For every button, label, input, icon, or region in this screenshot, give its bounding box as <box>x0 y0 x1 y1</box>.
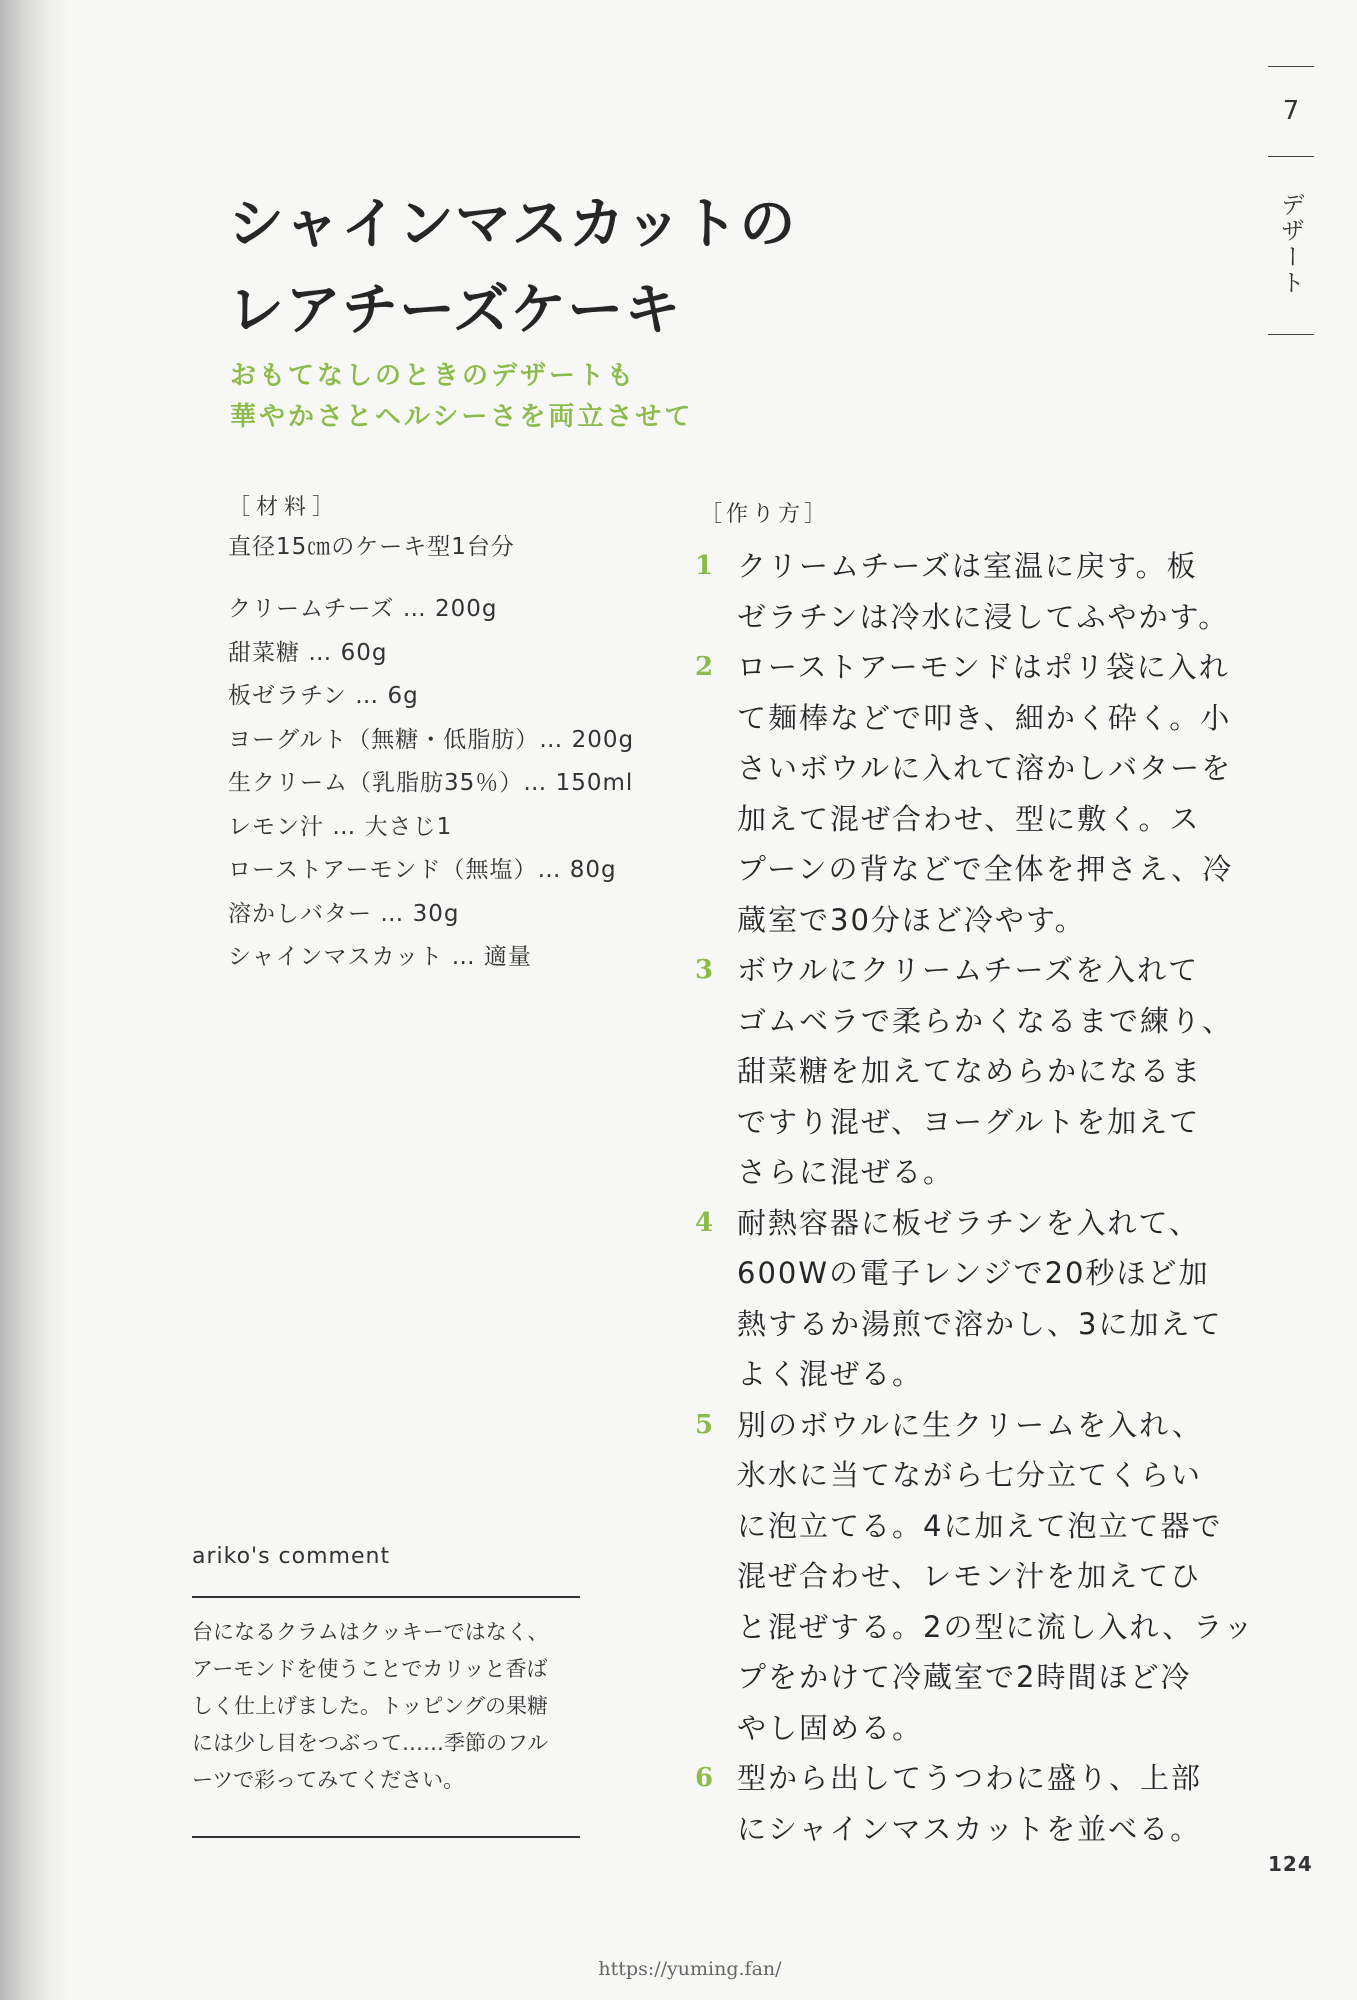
step-text-line: さらに混ぜる。 <box>737 1155 955 1189</box>
step-number: 6 <box>695 1763 714 1793</box>
method-step <box>695 642 1235 945</box>
step-text-line: 混ぜ合わせ、レモン汁を加えてひ <box>737 1559 1202 1593</box>
step-number: 1 <box>695 551 714 581</box>
chapter-rule-bottom <box>1268 334 1314 335</box>
chapter-label: デザート <box>1276 192 1305 296</box>
step-text-line: と混ぜする。2の型に流し入れ、ラッ <box>737 1609 1255 1644</box>
step-text-line: よく混ぜる。 <box>737 1357 924 1391</box>
ingredient-item: 甜菜糖 … 60g <box>228 639 388 666</box>
book-spine-shadow <box>0 0 70 2000</box>
recipe-subtitle-line: 華やかさとヘルシーさを両立させて <box>230 402 694 432</box>
step-number: 3 <box>695 955 714 985</box>
chapter-number: 7 <box>1282 96 1300 126</box>
page-number: 124 <box>1268 1852 1313 1876</box>
chapter-rule-top <box>1268 66 1314 67</box>
step-number: 4 <box>695 1207 714 1238</box>
step-text-line: 型から出してうつわに盛り、上部 <box>737 1761 1203 1795</box>
step-text-line: クリームチーズは室温に戻す。板 <box>737 549 1198 583</box>
recipe-subtitle <box>230 356 790 438</box>
step-text-line: 別のボウルに生クリームを入れ、 <box>737 1407 1203 1442</box>
step-text-line: にシャインマスカットを並べる。 <box>737 1811 1202 1846</box>
step-text-line: プーンの背などで全体を押さえ、冷 <box>737 852 1234 886</box>
comment-line: には少し目をつぶって……季節のフル <box>192 1731 549 1755</box>
step-text-line: 耐熱容器に板ゼラチンを入れて、 <box>737 1205 1200 1240</box>
recipe-title <box>228 182 797 354</box>
method-step <box>695 945 1235 1198</box>
method-steps <box>695 541 1255 1854</box>
step-text-line: 熱するか湯煎で溶かし、3に加えて <box>737 1306 1223 1341</box>
method-step <box>695 1753 1235 1854</box>
step-text-line: ボウルにクリームチーズを入れて <box>737 953 1200 987</box>
comment-line: しく仕上げました。トッピングの果糖 <box>192 1694 548 1718</box>
step-text-line: 氷水に当てながら七分立てくらい <box>737 1458 1203 1492</box>
ingredient-item: クリームチーズ … 200g <box>228 596 498 622</box>
ingredient-item: ヨーグルト（無糖・低脂肪）… 200g <box>228 726 635 753</box>
ingredient-item: シャインマスカット … 適量 <box>228 944 532 970</box>
ingredient-item: 生クリーム（乳脂肪35％）… 150ml <box>228 770 634 796</box>
comment-line: アーモンドを使うことでカリッと香ば <box>192 1657 548 1681</box>
comment-line: ーツで彩ってみてください。 <box>192 1768 465 1792</box>
recipe-title-line: シャインマスカットの <box>228 192 797 257</box>
method-step <box>695 1198 1235 1400</box>
ingredient-item: 板ゼラチン … 6g <box>228 683 419 709</box>
step-text-line: 甜菜糖を加えてなめらかになるま <box>737 1054 1203 1088</box>
step-text-line: に泡立てる。4に加えて泡立て器で <box>737 1508 1223 1543</box>
ingredients-list <box>228 588 668 980</box>
step-number: 2 <box>695 652 714 682</box>
method-heading: ［作り方］ <box>700 502 831 527</box>
comment-line: 台になるクラムはクッキーではなく、 <box>192 1620 549 1644</box>
ingredients-serving: 直径15㎝のケーキ型1台分 <box>228 534 515 560</box>
chapter-rule-middle <box>1268 156 1314 157</box>
step-text-line: ですり混ぜ、ヨーグルトを加えて <box>737 1104 1201 1139</box>
comment-body <box>192 1614 592 1799</box>
step-text-line: 加えて混ぜ合わせ、型に敷く。ス <box>737 801 1201 836</box>
ingredients-heading: ［材料］ <box>228 495 341 520</box>
step-text-line: ゴムベラで柔らかくなるまで練り、 <box>737 1003 1234 1038</box>
ingredient-item: ローストアーモンド（無塩）… 80g <box>228 857 617 883</box>
step-text-line: ゼラチンは冷水に浸してふやかす。 <box>737 599 1230 634</box>
step-text-line: 600Wの電子レンジで20秒ほど加 <box>737 1256 1210 1290</box>
recipe-subtitle-line: おもてなしのときのデザートも <box>230 361 637 391</box>
step-text-line: 蔵室で30分ほど冷やす。 <box>737 902 1086 937</box>
step-number: 5 <box>695 1409 714 1440</box>
step-text-line: て麺棒などで叩き、細かく砕く。小 <box>737 700 1232 735</box>
recipe-title-line: レアチーズケーキ <box>228 278 682 343</box>
step-text-line: プをかけて冷蔵室で2時間ほど冷 <box>737 1660 1192 1694</box>
method-step <box>695 1400 1255 1754</box>
comment-title: ariko's comment <box>192 1544 391 1569</box>
method-step <box>695 541 1235 642</box>
watermark-url: https://yuming.fan/ <box>598 1958 782 1980</box>
ingredient-item: 溶かしバター … 30g <box>228 900 460 927</box>
step-text-line: やし固める。 <box>737 1710 924 1745</box>
step-text-line: ローストアーモンドはポリ袋に入れ <box>737 650 1230 684</box>
comment-rule-bottom <box>192 1836 580 1838</box>
comment-rule-top <box>192 1596 580 1598</box>
ingredient-item: レモン汁 … 大さじ1 <box>228 813 453 840</box>
step-text-line: さいボウルに入れて溶かしバターを <box>737 751 1233 785</box>
